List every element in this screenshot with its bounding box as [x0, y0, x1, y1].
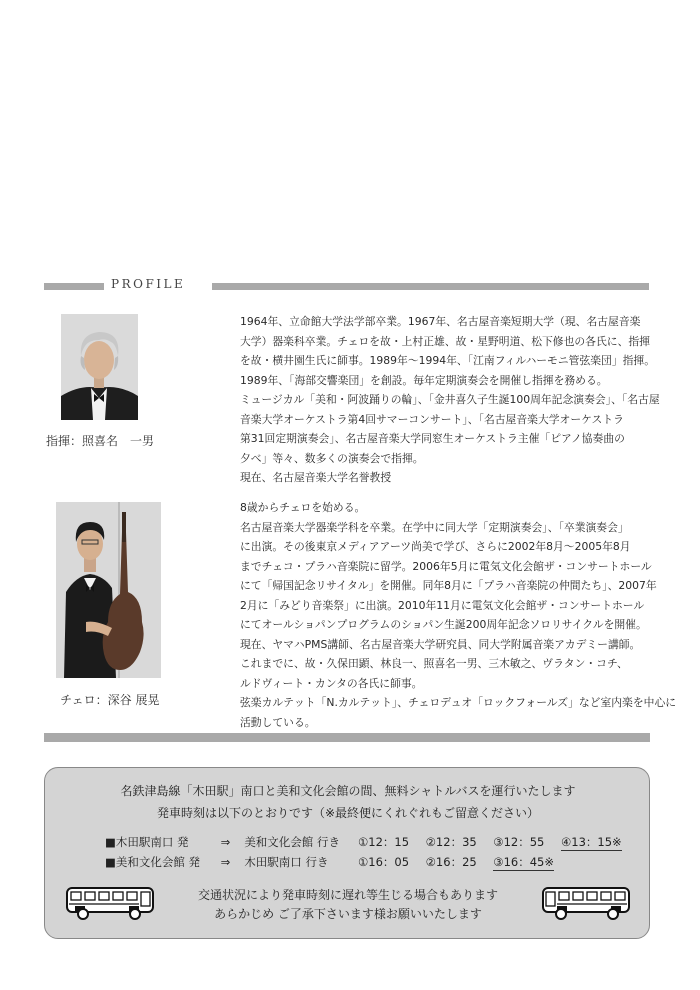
bio-line: 1989年、「海部交響楽団」を創設。毎年定期演奏会を開催し指揮を務める。	[240, 373, 608, 387]
departure-time: ①16：05	[357, 855, 410, 869]
conductor-bio	[240, 312, 660, 488]
bio-line: にて「帰国記念リサイタル」を開催。同年8月に「プラハ音楽院の仲間たち」、2007年	[240, 579, 657, 592]
bio-line: 弦楽カルテット「N.カルテット」、チェロデュオ「ロックフォールズ」など室内楽を中心に	[240, 696, 677, 709]
last-departure-time: ④13：15※	[560, 835, 622, 849]
bio-line: 8歳からチェロを始める。	[240, 501, 366, 514]
cellist-caption: チェロ：深谷 展晃	[60, 693, 160, 707]
cellist-photo	[56, 502, 161, 678]
bio-line: にてオールショパンプログラムのショパン生誕200周年記念ソロリサイクルを開催。	[240, 618, 647, 631]
arrow-icon: ⇒	[220, 855, 231, 869]
departure-time: ②16：25	[425, 855, 477, 869]
bio-line: 第31回定期演奏会」、名古屋音楽大学同窓生オーケストラ主催「ピアノ協奏曲の	[240, 432, 625, 445]
bio-line: までチェコ・プラハ音楽院に留学。2006年5月に電気文化会館ザ・コンサートホール	[240, 559, 652, 573]
profile-bar-right	[212, 283, 649, 290]
departure-time: ①12：15	[357, 835, 410, 849]
departure-time: ③12：55	[493, 835, 545, 849]
conductor-photo	[61, 314, 138, 420]
bio-line: 現在、ヤマハPMS講師、名古屋音楽大学研究員、同大学附属音楽アカデミー講師。	[240, 637, 641, 651]
bio-line: 1964年、立命館大学法学部卒業。1967年、名古屋音楽短期大学（現、名古屋音楽	[240, 315, 641, 328]
section-divider	[44, 733, 650, 742]
last-departure-time: ③16：45※	[493, 855, 554, 869]
shuttle-info-box	[44, 767, 650, 939]
shuttle-intro: 名鉄津島線「木田駅」南口と美和文化会館の間、無料シャトルバスを運行いたします	[120, 784, 576, 798]
bio-line: ルドヴィート・カンタの各氏に師事。	[240, 676, 423, 690]
bio-line: に出演。その後東京メディアアーツ尚美で学び、さらに2002年8月～2005年8月	[240, 540, 631, 553]
route-to: 木田駅南口 行き	[244, 855, 329, 869]
bio-line: 活動している。	[240, 715, 316, 729]
bio-line: 音楽大学オーケストラ第4回サマーコンサート」、「名古屋音楽大学オーケストラ	[240, 412, 624, 426]
shuttle-route-1	[105, 834, 622, 851]
bio-line: ミュージカル「美和・阿波踊りの輪」、「金井喜久子生誕100周年記念演奏会」、「名古屋	[240, 393, 660, 406]
departure-time: ②12：35	[425, 835, 477, 849]
bio-line: 現在、名古屋音楽大学名誉教授	[240, 471, 392, 484]
shuttle-apology-note: あらかじめ ご了承下さいます様お願いいたします	[214, 907, 482, 921]
bio-line: 夕べ」等々、数多くの演奏会で指揮。	[240, 451, 424, 465]
profile-bar-left	[44, 283, 104, 290]
conductor-caption: 指揮：照喜名 一男	[46, 434, 155, 448]
route-from: ■木田駅南口 発	[105, 835, 189, 849]
shuttle-route-2	[105, 854, 554, 871]
shuttle-schedule-note: 発車時刻は以下のとおりです（※最終便にくれぐれもご留意ください）	[156, 806, 540, 820]
bio-line: 名古屋音楽大学器楽学科を卒業。在学中に同大学「定期演奏会」、「卒業演奏会」	[240, 520, 629, 534]
cellist-bio	[240, 498, 677, 732]
arrow-icon: ⇒	[220, 835, 231, 849]
bus-icon	[539, 884, 631, 922]
bio-line: これまでに、故・久保田顕、林良一、照喜名一男、三木敏之、ヴラタン・コチ、	[240, 657, 628, 670]
shuttle-traffic-note: 交通状況により発車時刻に遅れ等生じる場合もあります	[197, 888, 498, 902]
bio-line: 2月に「みどり音楽祭」に出演。2010年11月に電気文化会館ザ・コンサートホール	[240, 598, 645, 612]
bio-line: を故・横井園生氏に師事。1989年～1994年、「江南フィルハーモニ管弦楽団」指揮。	[240, 354, 656, 367]
bio-line: 大学）器楽科卒業。チェロを故・上村正雄、故・星野明道、松下修也の各氏に、指揮	[240, 334, 650, 348]
route-to: 美和文化会館 行き	[244, 835, 340, 849]
profile-heading: PROFILE	[111, 277, 186, 291]
route-from: ■美和文化会館 発	[105, 855, 201, 869]
